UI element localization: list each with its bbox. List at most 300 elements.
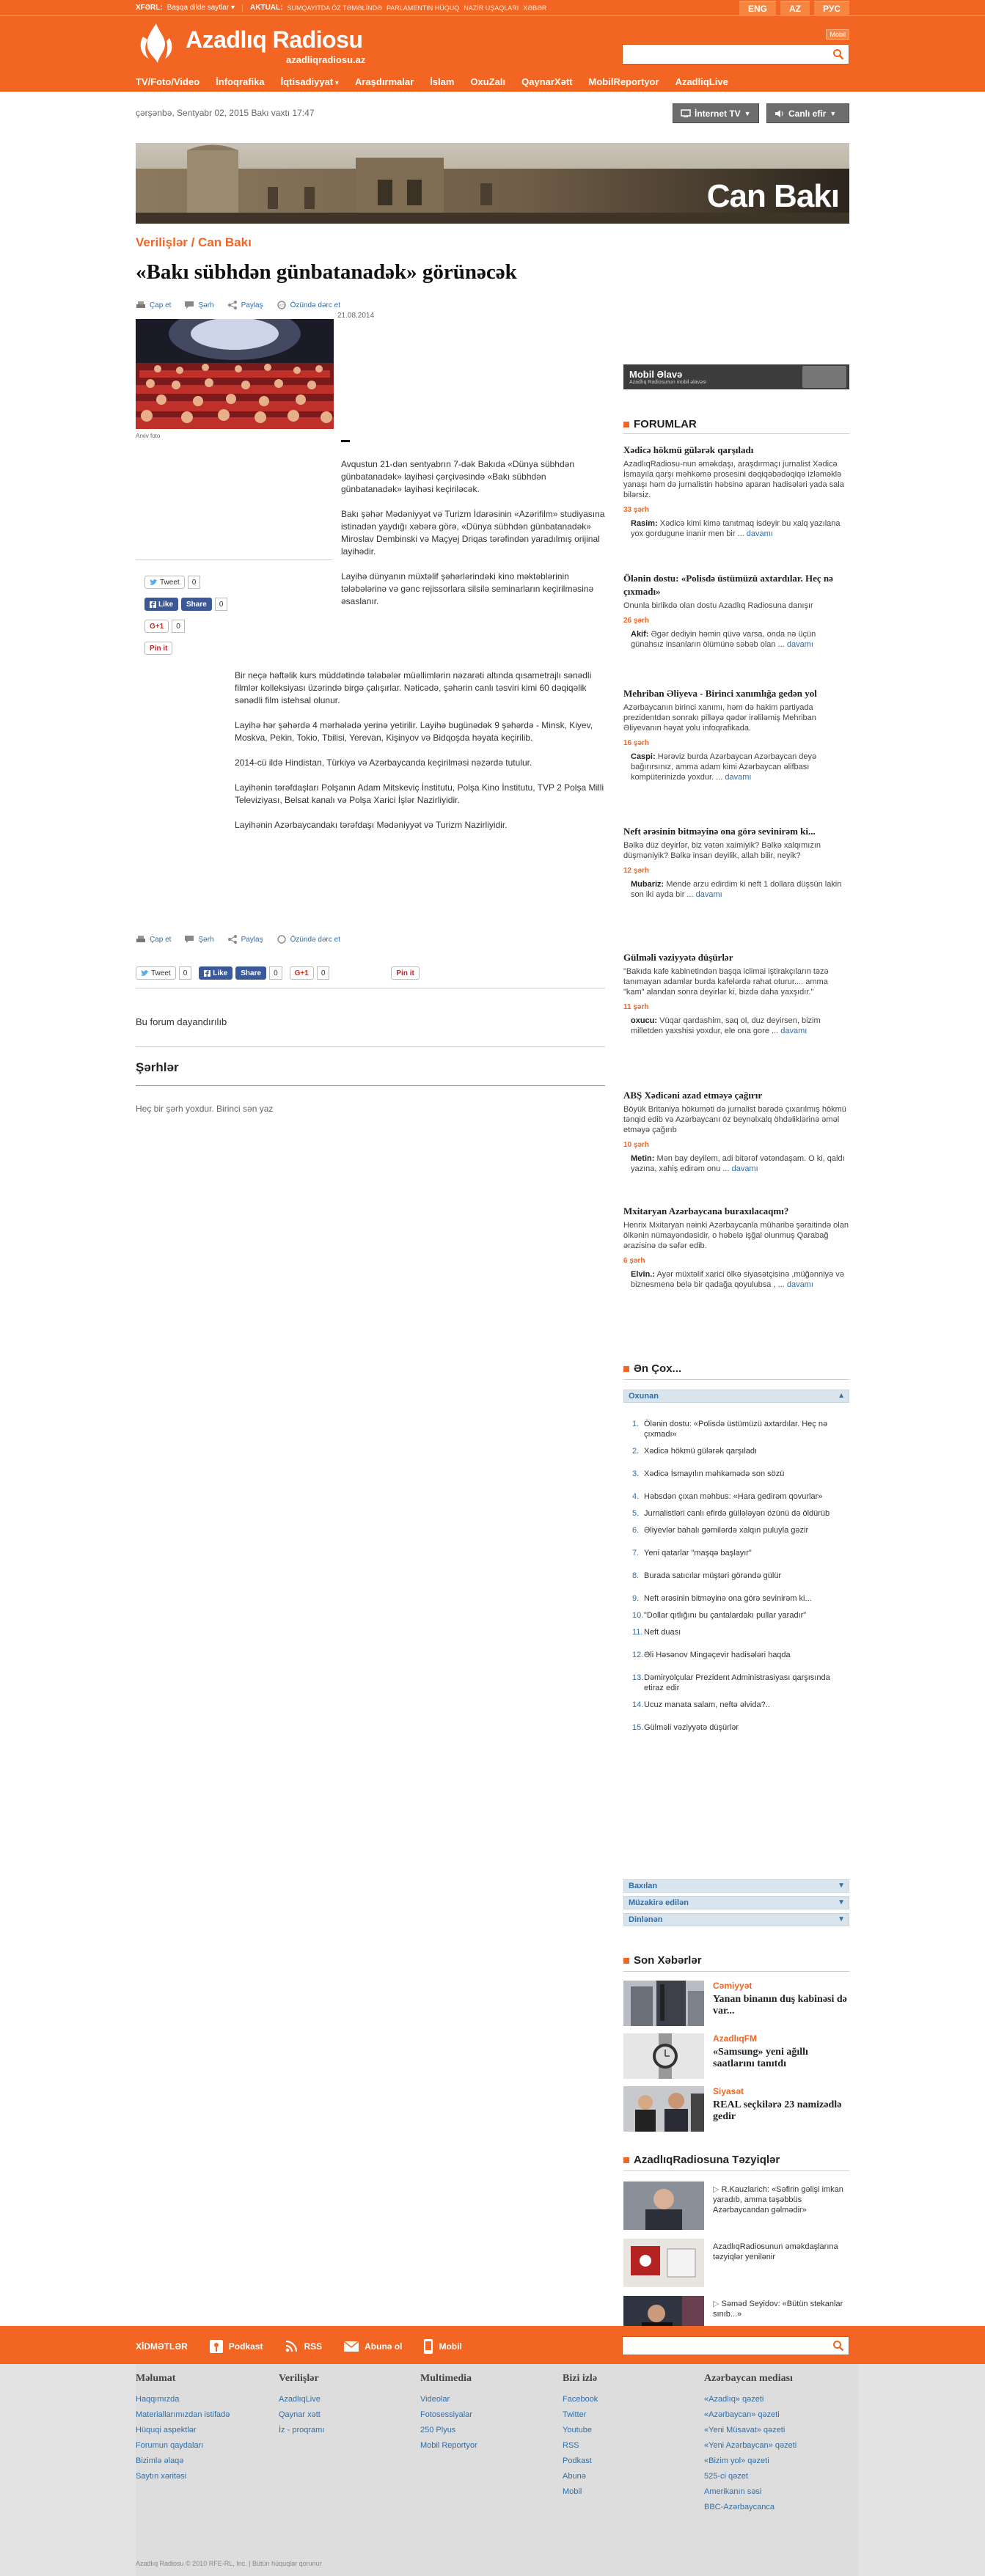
- news-category: AzadlıqFM: [713, 2033, 757, 2044]
- footer-column-follow: [563, 2373, 598, 2500]
- mobile-app-title: Mobil Əlavə: [629, 369, 683, 380]
- most-popular-label: Ən Çox...: [634, 1362, 682, 1375]
- forum-item-text: Onunla birlikdə olan dostu Azadlıq Radiosuna danışır: [623, 601, 813, 610]
- lang-ru[interactable]: РУС: [814, 1, 849, 16]
- logo-subtitle: azadliqradiosu.az: [286, 54, 366, 65]
- list-item[interactable]: 14. Ucuz manata salam, neftə əlvida?..: [632, 1700, 770, 1709]
- news-category: Cəmiyyət: [713, 1981, 753, 1991]
- forum-item-title[interactable]: Mehriban Əliyeva - Birinci xanımlığa gedən yol: [623, 688, 817, 699]
- facebook-icon: [150, 601, 156, 608]
- mobile-app-subtitle: Azadlıq Radiosunun mobil əlavəsi: [629, 380, 707, 385]
- mobile-link[interactable]: [424, 2339, 461, 2354]
- footer-link[interactable]: Podkast: [563, 2456, 592, 2465]
- section-divider: [623, 2170, 849, 2171]
- list-item-text: Xədicə hökmü gülərək qarşıladı: [644, 1447, 758, 1456]
- list-item[interactable]: 2. Xədicə hökmü gülərək qarşıladı: [632, 1447, 758, 1456]
- tab-most-viewed[interactable]: [623, 1879, 849, 1893]
- footer-link[interactable]: «Yeni Azərbaycan» qəzeti: [704, 2441, 797, 2450]
- list-item-text: Xədicə İsmayılın məhkəmədə son sözü: [644, 1469, 785, 1478]
- tab-label: Müzakirə edilən: [629, 1898, 689, 1907]
- footer-link[interactable]: Hüquqi aspektlər: [136, 2426, 197, 2434]
- nav-item[interactable]: MobilReportyor: [588, 76, 659, 87]
- news-item[interactable]: [623, 2086, 849, 2132]
- article-lead-dash: [341, 440, 350, 442]
- video-icon: ▷: [713, 2300, 719, 2308]
- forum-item-title[interactable]: Ölənin dostu: «Polisdə üstümüzü axtardılar. Heç nə çıxmadı»: [623, 573, 833, 597]
- forum-item: [623, 1205, 849, 1290]
- forum-item: [623, 687, 849, 782]
- comment-more-link[interactable]: davamı: [786, 1280, 813, 1289]
- list-item[interactable]: 13. Dəmiryolçular Prezident Administrasiyası qarşısında etiraz edir: [632, 1673, 830, 1692]
- facebook-like-button[interactable]: [144, 598, 178, 611]
- footer-link[interactable]: AzadlıqLive: [279, 2395, 321, 2404]
- mobile-phone-icon: [424, 2339, 433, 2354]
- forum-item: [623, 825, 849, 900]
- list-item-text: "Dollar qıtlığını bu çantalardakı pullar yaradır": [644, 1611, 807, 1620]
- forum-item: [623, 951, 849, 1036]
- tab-most-read[interactable]: [623, 1390, 849, 1403]
- forum-item-count[interactable]: 33 şərh: [623, 506, 650, 514]
- footer-link[interactable]: «Yeni Müsavat» qəzeti: [704, 2426, 786, 2434]
- site-header: [0, 0, 985, 92]
- comment-user: Metin:: [631, 1154, 655, 1163]
- section-divider: [623, 433, 849, 434]
- comment-label: Şərh: [198, 935, 214, 944]
- program-banner: [136, 143, 849, 224]
- topbar-link[interactable]: PARLAMENTIN HÜQUQ: [386, 4, 460, 12]
- pressure-heading: [623, 2154, 780, 2166]
- internet-tv-button[interactable]: [673, 103, 759, 123]
- language-switcher: [739, 1, 849, 16]
- tweet-button[interactable]: [136, 966, 176, 980]
- most-read-list: [623, 1419, 849, 1733]
- footer-link[interactable]: Saytın xəritəsi: [136, 2472, 187, 2481]
- forum-item-count[interactable]: 12 şərh: [623, 867, 650, 875]
- topbar-label-aktual: AKTUAL:: [250, 4, 283, 12]
- pressure-thumbnail: [623, 2239, 704, 2287]
- facebook-like-label: Like: [213, 969, 228, 977]
- logo-flame-icon: [136, 22, 177, 66]
- chevron-down-icon: ▼: [838, 1882, 845, 1890]
- twitter-icon: [150, 579, 158, 586]
- news-title: «Samsung» yeni ağıllı saatlarını tanıtdı: [713, 2047, 808, 2069]
- section-divider: [623, 1971, 849, 1972]
- search-icon[interactable]: [832, 2340, 844, 2352]
- rss-link[interactable]: [285, 2340, 322, 2353]
- search-icon[interactable]: [832, 48, 844, 60]
- chevron-up-icon: ▲: [838, 1392, 845, 1400]
- comment-user: Mubariz:: [631, 880, 664, 889]
- embed-label: Özündə dərc et: [290, 301, 340, 309]
- forum-item-count[interactable]: 16 şərh: [623, 739, 650, 747]
- rss-label: RSS: [304, 2341, 323, 2352]
- footer-link[interactable]: RSS: [563, 2441, 579, 2450]
- podcast-icon: [210, 2340, 223, 2353]
- forum-item-count[interactable]: 10 şərh: [623, 1141, 650, 1149]
- twitter-icon: [141, 970, 149, 977]
- footer-bar: [0, 2326, 985, 2364]
- footer-link[interactable]: «Azadlıq» qəzeti: [704, 2395, 764, 2404]
- forum-item-text: AzadlıqRadiosu-nun əməkdaşı, araşdırmaçı jurnalist Xədicə İsmayıla qarşı məhkəmə prosesini dəqiqəbədəqiqə izləməklə yanaşı həm də jurnalistin həbsinə aparan hadisələri yada sala bilərsiz.: [623, 460, 844, 499]
- embed-button[interactable]: [277, 301, 340, 309]
- live-broadcast-label: Canlı efir: [788, 108, 827, 119]
- comment-button[interactable]: [184, 301, 213, 309]
- podcast-link[interactable]: [210, 2340, 263, 2353]
- nav-item[interactable]: OxuZalı: [470, 76, 506, 87]
- forum-item-text: Azərbaycanın birinci xanımı, həm də hakim partiyada prezidentdən sonrakı pilləyə qədər irəliləmiş Mehriban Əliyevanın həyat yolu infoqrafikada.: [623, 703, 816, 733]
- forum-item-title[interactable]: ABŞ Xədicəni azad etməyə çağırır: [623, 1090, 763, 1101]
- image-caption: Arxiv foto: [136, 433, 161, 439]
- tweet-count: 0: [179, 966, 192, 980]
- news-thumbnail: [623, 2086, 704, 2132]
- comment-more-link[interactable]: davamı: [725, 773, 752, 782]
- copyright: Azadlıq Radiosu © 2010 RFE-RL, Inc. | Bütün hüquqlar qorunur: [136, 2560, 322, 2567]
- nav-item[interactable]: Araşdırmalar: [354, 76, 414, 87]
- section-square-icon: [623, 2157, 629, 2163]
- gplus-count: 0: [172, 620, 185, 633]
- footer-link[interactable]: 250 Plyus: [420, 2426, 456, 2434]
- comment-user: Elvin.:: [631, 1270, 656, 1279]
- footer-search-input[interactable]: [622, 2336, 849, 2355]
- article-body-narrow: [341, 458, 605, 620]
- gplus-row: [144, 620, 227, 633]
- list-item[interactable]: 5. Jurnalistləri canlı efirdə güllələyən özünü də öldürüb: [632, 1509, 830, 1518]
- list-item[interactable]: 12. Əli Həsənov Mingəçevir hadisələri haqda: [632, 1651, 791, 1659]
- forum-item-title[interactable]: Gülməli vəziyyətə düşürlər: [623, 952, 733, 963]
- protest-photo: [623, 2239, 704, 2287]
- pressure-item[interactable]: [623, 2181, 849, 2230]
- footer-link[interactable]: Mobil Reportyor: [420, 2441, 477, 2450]
- list-item-text: Burada satıcılar müştəri görəndə gülür: [644, 1571, 782, 1580]
- embed-button[interactable]: [277, 935, 340, 944]
- footer-link[interactable]: BBC-Azərbaycanca: [704, 2503, 775, 2511]
- content-container: [136, 92, 849, 2418]
- facebook-like-label: Like: [158, 600, 174, 609]
- forum-item: [623, 444, 849, 539]
- news-item[interactable]: [623, 2033, 849, 2079]
- comment-button[interactable]: [184, 935, 213, 944]
- news-category: Siyasət: [713, 2086, 744, 2096]
- comment-text: Hərəviz burda Azərbaycan Azərbaycan deyə bağırırsınız, amma adam kimi Azərbaycan əlifbası kompüterinizdə yoxdur. ...: [631, 752, 817, 782]
- speaker-icon: [775, 109, 785, 118]
- list-item-text: Yeni qatarlar "maşqə başlayır": [644, 1549, 752, 1557]
- list-item-text: Neft ərəsinin bitməyinə ona görə sevinirəm ki...: [644, 1594, 812, 1603]
- chevron-down-icon: ▼: [838, 1915, 845, 1923]
- section-square-icon: [623, 422, 629, 428]
- forum-heading-label: FORUMLAR: [634, 418, 697, 430]
- facebook-icon: [204, 970, 210, 977]
- tab-most-listened[interactable]: [623, 1913, 849, 1926]
- facebook-share-button[interactable]: Share: [181, 598, 212, 611]
- footer-link[interactable]: Haqqımızda: [136, 2395, 180, 2404]
- divider: [136, 1085, 605, 1086]
- facebook-like-button[interactable]: [199, 966, 232, 980]
- footer-link[interactable]: Mobil: [563, 2487, 582, 2496]
- breadcrumb[interactable]: Verilişlər / Can Bakı: [136, 235, 252, 249]
- embed-label: Özündə dərc et: [290, 935, 340, 944]
- nav-item-dropdown[interactable]: İqtisadiyyat ▾: [281, 76, 339, 87]
- footer-column-heading: Azərbaycan mediası: [704, 2373, 793, 2384]
- footer-link[interactable]: Fotosessiyalar: [420, 2410, 472, 2419]
- site-logo[interactable]: [136, 22, 370, 66]
- share-button[interactable]: [227, 935, 263, 944]
- lang-eng[interactable]: ENG: [739, 1, 776, 16]
- footer-link[interactable]: Twitter: [563, 2410, 587, 2419]
- footer-link[interactable]: 525-ci qəzet: [704, 2472, 748, 2481]
- comment-user: Rasim:: [631, 519, 658, 528]
- pressure-text-label: Səməd Seyidov: «Bütün stekanlar sınıb...»: [713, 2300, 843, 2319]
- footer-inner: [136, 2364, 858, 2576]
- forum-item-count[interactable]: 26 şərh: [623, 617, 650, 625]
- most-popular-heading: [623, 1362, 681, 1375]
- lang-az[interactable]: AZ: [780, 1, 810, 16]
- list-item[interactable]: 3. Xədicə İsmayılın məhkəmədə son sözü: [632, 1469, 785, 1478]
- article-paragraph: Bir neçə həftəlik kurs müddətində tələbələr müəllimlərin nəzarəti altında qısametrajlı sənədli filmlər kolleksiyası üzərində birgə çalışırlar. Nəticədə, şəhərin canlı təsviri kimi 60 dəqiqəlik sənədli film istehsal olunur.: [235, 670, 592, 705]
- list-item-text: Ucuz manata salam, neftə əlvida?..: [644, 1700, 770, 1709]
- tweet-count: 0: [188, 576, 201, 589]
- embed-icon: [277, 935, 287, 944]
- forum-item: [623, 1089, 849, 1174]
- nav-item[interactable]: TV/Foto/Video: [136, 76, 200, 87]
- forum-item-comment: [631, 1016, 849, 1036]
- list-item-text: Neft duası: [644, 1628, 681, 1637]
- comment-more-link[interactable]: davamı: [780, 1027, 808, 1035]
- list-item[interactable]: 4. Həbsdən çıxan məhbus: «Hara gedirəm qovurlar»: [632, 1492, 823, 1501]
- comment-icon: [184, 935, 194, 944]
- share-icon: [227, 935, 238, 944]
- article-body-wide: [235, 669, 605, 844]
- cinema-audience-image: [136, 319, 334, 429]
- header-search-input[interactable]: [622, 44, 849, 65]
- language-site-select[interactable]: Başqa dilde saytlar ▾: [167, 4, 235, 12]
- forum-item-title[interactable]: Neft ərəsinin bitməyinə ona görə sevinirəm ki...: [623, 826, 816, 837]
- latest-news-label: Son Xəbərlər: [634, 1954, 702, 1967]
- topbar-link[interactable]: SUMQAYITDA ÖZ TƏMƏLİNDƏ: [287, 4, 382, 12]
- mobile-label: Mobil: [439, 2341, 462, 2352]
- footer-column-heading: Verilişlər: [279, 2373, 319, 2384]
- footer-links-area: [0, 2364, 985, 2576]
- facebook-count: 0: [269, 966, 282, 980]
- pressure-text: [713, 2184, 849, 2215]
- list-item-text: Dəmiryolçular Prezident Administrasiyası qarşısında etiraz edir: [644, 1673, 830, 1692]
- pinterest-button[interactable]: Pin it: [391, 966, 419, 980]
- print-icon: [136, 301, 146, 309]
- footer-column-programs: [279, 2373, 324, 2438]
- forum-item-title[interactable]: Xədicə hökmü gülərək qarşıladı: [623, 444, 754, 455]
- subscribe-link[interactable]: [344, 2341, 402, 2352]
- article-paragraph: Layihənin tərəfdaşları Polşanın Adam Mitskeviç İnstitutu, Polşa Kino İnstitutu, TVP 2 Polşa Milli Televiziyası, Belsat kanalı və Polşa Xarici İşlər Nazirliyidir.: [235, 782, 604, 805]
- comment-icon: [184, 301, 194, 309]
- list-item[interactable]: 11. Neft duası: [632, 1628, 681, 1637]
- list-item[interactable]: 7. Yeni qatarlar "maşqə başlayır": [632, 1549, 752, 1557]
- list-item[interactable]: 1. Ölənin dostu: «Polisdə üstümüzü axtardılar. Heç nə çıxmadı»: [632, 1420, 828, 1439]
- topbar-link[interactable]: NAZİR UŞAQLARI: [464, 4, 519, 12]
- article-paragraph: Avqustun 21-dən sentyabrın 7-dək Bakıda «Dünya sübhdən günbatanadək» layihəsi çərçivəsində «Bakı sübhdən günbatanadək» layihəsi keçiriləcək.: [341, 459, 574, 494]
- footer-link[interactable]: «Bizim yol» qəzeti: [704, 2456, 769, 2465]
- article-image: [136, 319, 334, 429]
- comment-text: Əgər dediyin həmin qüvə varsa, onda nə üçün günahsız insanların ölümünə səbəb olan ...: [631, 630, 816, 649]
- list-item[interactable]: 10. "Dollar qıtlığını bu çantalardakı pullar yaradır": [632, 1611, 807, 1620]
- topbar-divider: [242, 4, 243, 12]
- social-row: [136, 966, 420, 980]
- smartwatch-image: [623, 2033, 704, 2079]
- forum-heading: [623, 418, 697, 430]
- nav-item[interactable]: QaynarXətt: [521, 76, 573, 87]
- banner-title: Can Bakı: [706, 178, 839, 214]
- footer-link[interactable]: Facebook: [563, 2395, 598, 2404]
- news-thumbnail: [623, 1981, 704, 2026]
- share-button[interactable]: [227, 301, 263, 309]
- comment-more-link[interactable]: davamı: [746, 529, 773, 538]
- comment-more-link[interactable]: davamı: [731, 1164, 758, 1173]
- topbar-link[interactable]: XƏBƏR: [523, 4, 547, 12]
- forum-item-text: Böyük Britaniya hökuməti də jurnalist barədə çıxarılmış hökmü tənqid edib və Azərbaycanı öz beynəlxalq öhdəliklərinə əməl etməyə çağırıb: [623, 1105, 846, 1134]
- nav-item[interactable]: İslam: [430, 76, 455, 87]
- mobile-app-banner[interactable]: [623, 364, 849, 389]
- list-item-text: Jurnalistləri canlı efirdə güllələyən özünü də öldürüb: [644, 1509, 830, 1518]
- svg-text:</>: </>: [279, 304, 285, 309]
- footer-link[interactable]: Videolar: [420, 2395, 450, 2404]
- nav-item[interactable]: İnfoqrafika: [216, 76, 265, 87]
- footer-services: [136, 2339, 462, 2354]
- forum-item-comment: [631, 1153, 849, 1174]
- embed-icon: [277, 301, 287, 309]
- footer-link[interactable]: Youtube: [563, 2426, 592, 2434]
- pressure-item[interactable]: [623, 2239, 849, 2287]
- list-item[interactable]: 8. Burada satıcılar müştəri görəndə gülür: [632, 1571, 782, 1580]
- tweet-label: Tweet: [160, 578, 180, 587]
- tab-label: Baxılan: [629, 1882, 658, 1890]
- pinterest-button[interactable]: Pin it: [144, 642, 172, 655]
- tab-most-discussed[interactable]: [623, 1896, 849, 1909]
- top-bar: [0, 0, 985, 16]
- facebook-share-button[interactable]: Share: [235, 966, 266, 980]
- comment-more-link[interactable]: davamı: [695, 890, 722, 899]
- page-body: [0, 92, 985, 2576]
- footer-column-media: [704, 2373, 797, 2515]
- footer-link[interactable]: «Azərbaycan» qəzeti: [704, 2410, 780, 2419]
- comments-heading: Şərhlər: [136, 1060, 179, 1074]
- live-broadcast-button[interactable]: [766, 103, 849, 123]
- footer-link[interactable]: Amerikanın səsi: [704, 2487, 762, 2496]
- mobile-version-link[interactable]: Mobil: [826, 29, 849, 40]
- list-item[interactable]: 9. Neft ərəsinin bitməyinə ona görə sevinirəm ki...: [632, 1594, 812, 1603]
- social-buttons-horizontal: [136, 966, 420, 988]
- services-label: XİDMƏTLƏR: [136, 2341, 188, 2352]
- article-paragraph: Bakı şəhər Mədəniyyət və Turizm İdarəsinin «Azərifilm» studiyasına istinadən yaydığı xəbərə görə, «Dünya sübhdən günbatanadək» Miroslav Dembinski və Maçyej Driqas tərəfindən yaradılmış orijinal layihədir.: [341, 509, 605, 557]
- footer-link[interactable]: Forumun qaydaları: [136, 2441, 204, 2450]
- article-paragraph: Layihənin Azərbaycandakı tərəfdaşı Mədəniyyət və Turizm Nazirliyidir.: [235, 820, 508, 830]
- section-square-icon: [623, 1958, 629, 1964]
- article-title: «Bakı sübhdən günbatanadək» görünəcək: [136, 260, 517, 284]
- forum-item-count[interactable]: 6 şərh: [623, 1257, 645, 1265]
- pinterest-row: [144, 642, 227, 655]
- footer-link[interactable]: İz - proqramı: [279, 2426, 325, 2434]
- list-item-text: Ölənin dostu: «Polisdə üstümüzü axtardılar. Heç nə çıxmadı»: [644, 1420, 828, 1439]
- nav-item[interactable]: AzadliqLive: [675, 76, 728, 87]
- topbar-label: XFƏRL:: [136, 4, 163, 12]
- video-icon: ▷: [713, 2185, 719, 2194]
- comment-user: Caspi:: [631, 752, 656, 761]
- tweet-row: [144, 576, 227, 589]
- divider: [136, 559, 332, 560]
- internet-tv-label: İnternet TV: [695, 108, 741, 119]
- comment-text: Mende arzu edirdim ki neft 1 dollara düşsün lakin son iki ayda bir ...: [631, 880, 842, 899]
- news-item[interactable]: [623, 1981, 849, 2026]
- tab-label: Dinlənən: [629, 1915, 663, 1924]
- share-label: Paylaş: [241, 301, 263, 309]
- building-fire-image: [623, 1981, 704, 2026]
- news-thumbnail: [623, 2033, 704, 2079]
- rss-icon: [285, 2340, 298, 2353]
- forum-item-comment: [631, 629, 849, 650]
- comment-more-link[interactable]: davamı: [786, 640, 813, 649]
- comment-text: Xədicə kimi kimə tanıtmaq isdeyir bu xalq yazılana yox gordugune inanir men bir ...: [631, 519, 841, 538]
- tweet-button[interactable]: [144, 576, 185, 589]
- print-button[interactable]: [136, 935, 171, 944]
- subscribe-label: Abunə ol: [365, 2341, 403, 2352]
- news-title: Yanan binanın duş kabinəsi də var...: [713, 1994, 847, 2017]
- comment-text: Mən bay deyilem, adi bitərəf vətəndaşam. O ki, qaldı yazına, xahiş edirəm onu ...: [631, 1154, 845, 1173]
- print-label: Çap et: [150, 935, 172, 944]
- news-title: REAL seçkilərə 23 namizədlə gedir: [713, 2099, 842, 2122]
- mail-icon: [344, 2341, 359, 2352]
- print-button[interactable]: [136, 301, 171, 309]
- comment-text: Ayər müxtəlif xarici ölkə siyasətçisinə ,müğənniyə və biznesmenə belə bir qadağa qoyulubsa , ...: [631, 1270, 844, 1289]
- facebook-row: [144, 598, 227, 611]
- publish-date: 21.08.2014: [337, 312, 375, 320]
- article-paragraph: 2014-cü ildə Hindistan, Türkiyə və Azərbaycanda keçirilməsi nəzərdə tutulur.: [235, 757, 532, 768]
- forum-item: [623, 572, 849, 650]
- footer-link[interactable]: Bizimlə əlaqə: [136, 2456, 184, 2465]
- facebook-count: 0: [215, 598, 228, 611]
- phone-icon: [802, 366, 846, 388]
- pressure-thumbnail: [623, 2181, 704, 2230]
- list-item[interactable]: 15. Gülməli vəziyyətə düşürlər: [632, 1723, 739, 1732]
- comment-user: oxucu:: [631, 1016, 658, 1025]
- chevron-down-icon: ▼: [838, 1898, 845, 1907]
- gplus-button[interactable]: G+1: [290, 966, 314, 980]
- pressure-text: AzadlıqRadiosunun əməkdaşlarına təzyiqlər yenilənir: [713, 2242, 838, 2261]
- chevron-down-icon: ▼: [830, 109, 837, 117]
- forum-item-text: Henrix Mxitaryan nəinki Azərbaycanla müharibə şəraitində olan ölkənin nümayəndəsidir, o həbelə işğal olunmuş Qarabağ ərazisinə də səfər edib.: [623, 1221, 849, 1250]
- article-paragraph: Layihə hər şəhərdə 4 mərhələdə yerinə yetirilir. Layihə bugünədək 9 şəhərdə - Minsk, Kiyev, Moskva, Pekin, Tokio, Tbilisi, Yerevan, Kişinyov və Bidqoşda həyata keçirilib.: [235, 720, 593, 743]
- tv-icon: [681, 109, 691, 117]
- footer-column-multimedia: [420, 2373, 477, 2454]
- list-item[interactable]: 6. Əliyevlər bahalı gəmilərdə xalqın puluyla gəzir: [632, 1526, 809, 1535]
- forum-item-text: "Bakıda kafe kabinetindən başqa iclimai iştirakçıların təzə tanımayan adamlar burda kafelərdə rahat oturur.... amma "kam" alandan sonra deyirlər ki, bizdə daha yaxşıdır.": [623, 967, 829, 997]
- footer-column-info: [136, 2373, 230, 2484]
- no-comments-text: Heç bir şərh yoxdur. Birinci sən yaz: [136, 1104, 274, 1114]
- forum-item-comment: [631, 1269, 849, 1290]
- footer-link[interactable]: Materiallarımızdan istifadə: [136, 2410, 230, 2419]
- list-item-text: Həbsdən çıxan məhbus: «Hara gedirəm qovurlar»: [644, 1492, 823, 1501]
- forum-item-count[interactable]: 11 şərh: [623, 1003, 649, 1011]
- forum-item-title[interactable]: Mxitaryan Azərbaycana buraxılacaqmı?: [623, 1206, 789, 1217]
- current-date: çərşənbə, Sentyabr 02, 2015 Bakı vaxtı 17:47: [136, 108, 315, 118]
- list-item-text: Əli Həsənov Mingəçevir hadisələri haqda: [644, 1651, 791, 1659]
- article-tools-bottom: [136, 935, 340, 944]
- logo-title: Azadlıq Radiosu: [186, 26, 363, 53]
- footer-link[interactable]: Qaynar xətt: [279, 2410, 321, 2419]
- footer-column-heading: Məlumat: [136, 2373, 176, 2384]
- pressure-text-label: R.Kauzlarich: «Səfirin gəlişi imkan yaradıb, amma təşəbbüs Azərbaycandan gəlmədir»: [713, 2185, 843, 2214]
- footer-link[interactable]: Abunə: [563, 2472, 586, 2481]
- gplus-button[interactable]: G+1: [144, 620, 169, 633]
- politicians-photo: [623, 2086, 704, 2132]
- article-paragraph: Layihə dünyanın müxtəlif şəhərlərindəki kino məktəblərinin tələbələrinə və gənc rejissorlara silsilə seminarların keçirilməsinə əsaslanır.: [341, 571, 594, 606]
- latest-news-heading: [623, 1954, 702, 1967]
